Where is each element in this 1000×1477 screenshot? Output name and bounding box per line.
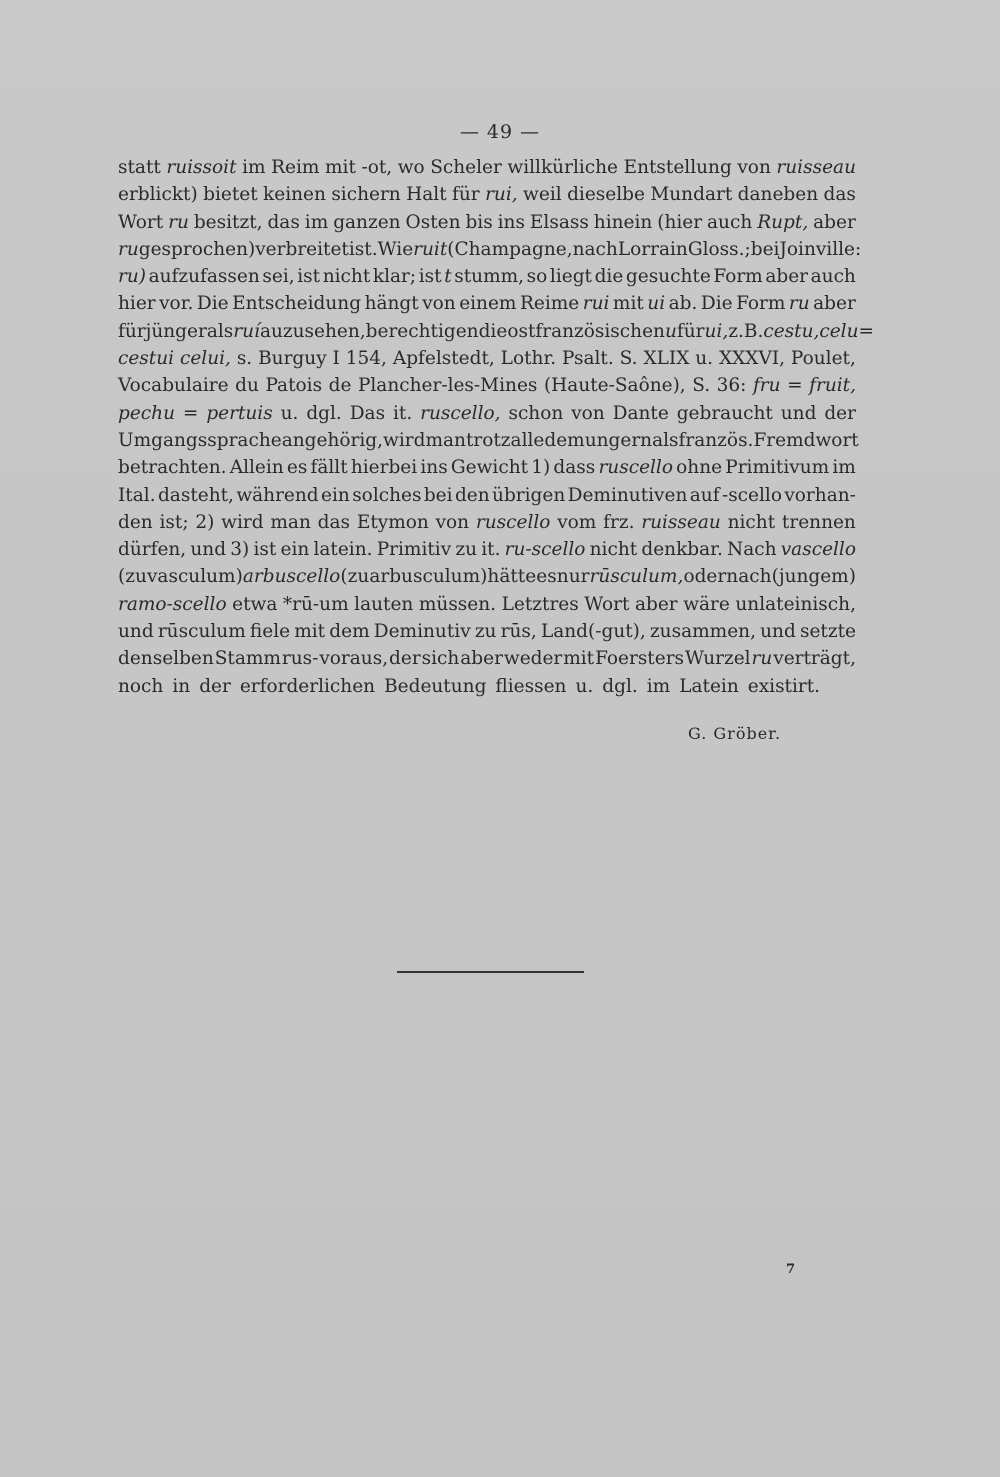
word: latein.	[313, 539, 373, 561]
word: trotz	[465, 429, 511, 451]
word: alledem	[510, 429, 585, 451]
word: Burguy	[258, 348, 327, 370]
word: arbuscello	[242, 566, 341, 588]
word: nur	[556, 566, 590, 588]
text-line	[118, 485, 856, 512]
text-line	[118, 429, 859, 457]
text-line	[118, 157, 856, 184]
word: ist	[418, 266, 442, 288]
word: vom	[557, 511, 597, 533]
word: pertuis	[206, 402, 273, 424]
word: daneben	[737, 184, 819, 206]
word: frz.	[603, 511, 635, 533]
word: Apfelstedt,	[392, 348, 495, 370]
word: Wie	[377, 238, 414, 260]
text-line	[118, 238, 862, 266]
word: ui,	[704, 320, 729, 342]
word: das	[823, 184, 856, 206]
word: den	[454, 484, 490, 506]
word: und	[760, 621, 796, 643]
word: im	[646, 675, 671, 697]
word: nicht	[322, 266, 371, 288]
word: ui	[647, 293, 666, 315]
word: u.	[695, 348, 714, 370]
word: sich	[421, 648, 460, 670]
text-line	[118, 566, 856, 593]
word: etwa	[232, 593, 278, 615]
text-line	[118, 539, 856, 566]
word: erblickt)	[118, 184, 198, 206]
word: nach	[726, 566, 772, 588]
word: gebraucht	[676, 402, 773, 424]
word: vorhan-	[784, 484, 856, 506]
word: 3)	[230, 539, 250, 561]
text-line	[118, 212, 856, 239]
word: so	[526, 266, 548, 288]
word: ruisseau	[641, 511, 721, 533]
word: hier	[118, 293, 156, 315]
word: XXXVI,	[718, 348, 786, 370]
word: 36:	[716, 375, 747, 397]
word: Nach	[727, 539, 777, 561]
word: aufzufassen	[148, 266, 260, 288]
word: zu	[474, 621, 497, 643]
word: der	[199, 675, 231, 697]
word: mit	[294, 621, 326, 643]
word: fru	[752, 375, 781, 397]
word: denselben	[118, 648, 214, 670]
word: willkürliche	[507, 157, 619, 178]
word: Primitivum	[725, 457, 830, 479]
word: während	[236, 484, 319, 506]
word: fliessen	[495, 675, 567, 697]
word: der	[824, 402, 856, 424]
word: hinein	[593, 211, 653, 233]
word: Wurzel	[684, 648, 751, 670]
word: noch	[118, 675, 164, 697]
word: (Champagne,	[447, 238, 573, 260]
word: Letztres	[501, 593, 579, 615]
word: voraus,	[319, 648, 389, 670]
text-line	[118, 403, 856, 430]
word: von	[737, 157, 771, 178]
word: Stamm	[214, 648, 281, 670]
word: müssen.	[418, 593, 497, 615]
word: pechu	[118, 402, 175, 424]
word: sichern	[331, 184, 401, 206]
word: denkbar.	[641, 539, 723, 561]
text-line	[118, 184, 856, 211]
word: Entstellung	[623, 157, 732, 178]
word: weil	[523, 184, 562, 206]
word: ostfranzösischen	[507, 320, 665, 342]
word: Scheler	[430, 157, 502, 178]
word: dieselbe	[567, 184, 645, 206]
text-line	[118, 293, 856, 320]
word: aber	[634, 593, 678, 615]
body-text	[118, 157, 875, 703]
word: mit	[612, 293, 644, 315]
word: ru	[788, 293, 810, 315]
word: stumm,	[454, 266, 525, 288]
word: (hier	[657, 211, 703, 233]
text-line	[118, 648, 856, 675]
word: Poulet,	[790, 348, 856, 370]
author-signature: G. Gröber.	[688, 724, 782, 743]
word: Entscheidung	[232, 293, 362, 315]
word: ruisseau	[776, 157, 856, 178]
word: 1)	[531, 457, 551, 479]
word: fiele	[249, 621, 291, 643]
word: -ot,	[361, 157, 393, 178]
word: cestu,	[763, 320, 820, 342]
word: Ital.	[118, 484, 156, 506]
text-line	[118, 266, 856, 293]
word: Patois	[265, 375, 323, 397]
word: setzte	[799, 621, 856, 643]
word: Lothr.	[500, 348, 557, 370]
word: Wort	[118, 211, 164, 233]
word: ramo-scello	[118, 593, 227, 615]
word: berechtigen	[365, 320, 479, 342]
word: bei	[423, 484, 453, 506]
word: Dante	[612, 402, 669, 424]
word: dasteht,	[157, 484, 234, 506]
word: B.	[743, 320, 764, 342]
word: XLIX	[643, 348, 690, 370]
word: aber	[813, 293, 856, 315]
word: zusammen,	[649, 621, 756, 643]
word: Das	[349, 402, 386, 424]
word: celu=	[819, 320, 875, 342]
word: wäre	[683, 593, 730, 615]
word: Deminutiv	[373, 621, 471, 643]
text-line	[118, 348, 856, 375]
word: rui	[582, 293, 610, 315]
word: u.	[280, 402, 299, 424]
word: =	[182, 402, 199, 424]
word: (jungem)	[771, 566, 856, 588]
word: Form	[713, 266, 763, 288]
word: lauten	[354, 593, 414, 615]
word: oder	[683, 566, 727, 588]
word: Foersters	[595, 648, 685, 670]
signature-mark: 7	[786, 1262, 796, 1277]
word: unlateinisch,	[735, 593, 856, 615]
word: vascello	[780, 539, 856, 561]
word: ungern	[584, 429, 653, 451]
word: Joinville:	[779, 238, 862, 260]
word: S.	[692, 375, 711, 397]
word: jünger	[145, 320, 207, 342]
word: Reim	[271, 157, 320, 178]
word: von	[571, 402, 605, 424]
word: -scello	[721, 484, 782, 506]
word: für	[452, 184, 480, 206]
word: klar;	[372, 266, 417, 288]
word: sei,	[262, 266, 295, 288]
word: ruissoit	[166, 157, 237, 178]
word: celui,	[179, 348, 231, 370]
text-line	[118, 621, 856, 648]
word: trennen	[781, 511, 856, 533]
word: ins	[497, 211, 525, 233]
word: es	[286, 457, 308, 479]
word: im	[832, 457, 856, 479]
word: liegt	[549, 266, 592, 288]
word: Allein	[229, 457, 284, 479]
word: betrachten.	[118, 457, 227, 479]
word: hätte	[487, 566, 537, 588]
word: ruscello	[598, 457, 673, 479]
word: Latein	[679, 675, 739, 697]
word: aber	[460, 648, 503, 670]
word: *rū-um	[282, 593, 349, 615]
word: die	[594, 266, 624, 288]
word: vor.	[159, 293, 194, 315]
word: man	[425, 429, 466, 451]
word: Bedeutung	[384, 675, 487, 697]
word: verträgt,	[773, 648, 856, 670]
word: rui,	[485, 184, 518, 206]
word: Gewicht	[450, 457, 529, 479]
word: u.	[575, 675, 594, 697]
word: und	[780, 402, 817, 424]
word: auf	[689, 484, 720, 506]
word: ohne	[676, 457, 723, 479]
word: ruscello	[475, 511, 551, 533]
word: Etymon	[356, 511, 429, 533]
word: nicht	[727, 511, 776, 533]
word: Die	[196, 293, 229, 315]
word: die	[478, 320, 508, 342]
text-line	[118, 594, 856, 621]
word: Psalt.	[562, 348, 614, 370]
word: den	[118, 511, 153, 533]
word: gesuchte	[625, 266, 711, 288]
text-line	[118, 676, 856, 703]
word: vasculum)	[146, 566, 243, 588]
word: besitzt,	[193, 211, 263, 233]
word: Halt	[406, 184, 447, 206]
word: (zu	[118, 566, 147, 588]
text-line	[118, 512, 856, 539]
word: es	[536, 566, 557, 588]
word: (zu	[340, 566, 370, 588]
word: angehörig,	[281, 429, 383, 451]
word: existirt.	[747, 675, 821, 697]
word: Reime	[519, 293, 580, 315]
word: wo	[397, 157, 425, 178]
word: ru	[751, 648, 773, 670]
word: I	[332, 348, 340, 370]
word: it.	[392, 402, 413, 424]
word: Vocabulaire	[118, 375, 229, 397]
word: in	[172, 675, 191, 697]
word: de	[328, 375, 352, 397]
word: und	[118, 621, 154, 643]
word: wird	[221, 511, 264, 533]
word: ein	[321, 484, 350, 506]
word: ru)	[118, 266, 146, 288]
word: im	[304, 211, 329, 233]
word: du	[235, 375, 259, 397]
word: dgl.	[306, 402, 342, 424]
word: weder	[503, 648, 563, 670]
word: Elsass	[529, 211, 589, 233]
word: t	[444, 266, 452, 288]
word: bietet	[203, 184, 258, 206]
word: auzusehen,	[259, 320, 366, 342]
word: s.	[236, 348, 253, 370]
word: ru	[118, 238, 139, 260]
text-line	[118, 320, 875, 348]
word: nicht	[589, 539, 638, 561]
word: Die	[700, 293, 733, 315]
word: übrigen	[492, 484, 566, 506]
section-divider	[397, 971, 584, 973]
word: rūs,	[500, 621, 537, 643]
word: Form	[736, 293, 786, 315]
word: mit	[563, 648, 595, 670]
word: u	[664, 320, 677, 342]
word: ru-scello	[504, 539, 586, 561]
word: bei	[750, 238, 780, 260]
word: einem	[459, 293, 517, 315]
word: it.	[481, 539, 501, 561]
word: als	[652, 429, 679, 451]
word: ruscello,	[420, 402, 501, 424]
word: der	[389, 648, 421, 670]
word: ru	[168, 211, 189, 233]
word: Deminutiven	[567, 484, 688, 506]
word: aber	[813, 211, 856, 233]
word: und	[190, 539, 227, 561]
word: Mundart	[650, 184, 733, 206]
word: als	[206, 320, 234, 342]
word: dgl.	[602, 675, 638, 697]
word: man	[270, 511, 311, 533]
word: rus-	[281, 648, 319, 670]
word: ab.	[668, 293, 698, 315]
word: solches	[352, 484, 422, 506]
word: bis	[465, 211, 493, 233]
word: nach	[572, 238, 618, 260]
word: dem	[329, 621, 370, 643]
word: 2)	[195, 511, 215, 533]
word: arbusculum)	[369, 566, 488, 588]
word: Osten	[405, 211, 461, 233]
word: von	[422, 293, 456, 315]
word: das	[267, 211, 300, 233]
word: dürfen,	[118, 539, 187, 561]
word: 154,	[345, 348, 387, 370]
word: auch	[707, 211, 753, 233]
word: ganzen	[333, 211, 401, 233]
word: Gloss.;	[687, 238, 751, 260]
word: verbreitet	[255, 238, 349, 260]
text-line	[118, 375, 856, 402]
word: wird	[382, 429, 426, 451]
word: erforderlichen	[239, 675, 376, 697]
word: ist	[253, 539, 277, 561]
word: Plancher-les-Mines	[357, 375, 538, 397]
word: Primitiv	[376, 539, 452, 561]
word: zu	[455, 539, 478, 561]
word: statt	[118, 157, 161, 178]
word: =	[787, 375, 803, 397]
word: Fremdwort	[753, 429, 859, 451]
word: für	[118, 320, 146, 342]
word: hängt	[364, 293, 419, 315]
word: französ.	[678, 429, 754, 451]
word: ruí	[233, 320, 260, 342]
word: Rupt,	[757, 211, 809, 233]
word: Umgangssprache	[118, 429, 282, 451]
word: für	[676, 320, 705, 342]
word: ein	[280, 539, 310, 561]
word: gesprochen)	[138, 238, 256, 260]
word: keinen	[263, 184, 326, 206]
word: fällt	[310, 457, 348, 479]
word: ist.	[348, 238, 378, 260]
word: aber	[765, 266, 809, 288]
word: schon	[508, 402, 564, 424]
word: Wort	[584, 593, 630, 615]
text-line	[118, 457, 856, 484]
word: ist	[297, 266, 321, 288]
word: fruit,	[809, 375, 856, 397]
word: rūsculum,	[589, 566, 684, 588]
word: (Haute-Saône),	[543, 375, 686, 397]
word: dass	[553, 457, 596, 479]
word: rūsculum	[157, 621, 246, 643]
page-number: — 49 —	[459, 121, 541, 143]
word: Lorrain	[617, 238, 688, 260]
word: z.	[728, 320, 744, 342]
word: im	[242, 157, 266, 178]
word: hierbei	[350, 457, 418, 479]
word: das	[317, 511, 351, 533]
word: mit	[324, 157, 356, 178]
word: S.	[619, 348, 638, 370]
word: auch	[810, 266, 856, 288]
word: ist;	[159, 511, 189, 533]
word: cestui	[118, 348, 175, 370]
word: ruit	[413, 238, 448, 260]
word: ins	[420, 457, 448, 479]
word: Land(-gut),	[540, 621, 646, 643]
word: von	[435, 511, 470, 533]
